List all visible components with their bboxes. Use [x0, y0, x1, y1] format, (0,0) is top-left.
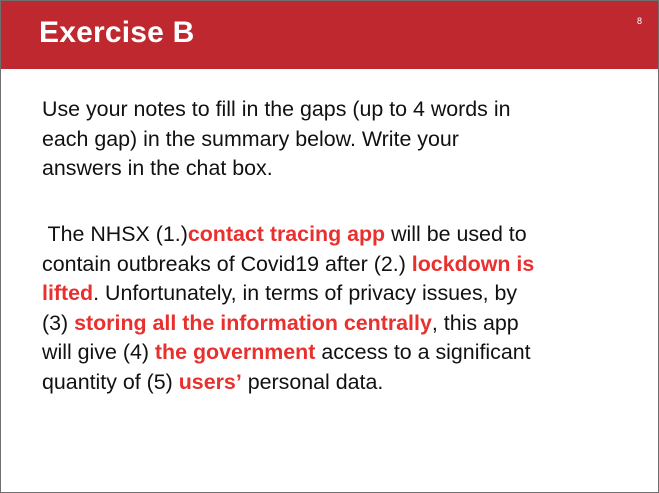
summary-line	[42, 338, 642, 368]
summary-text: , this app	[431, 310, 519, 335]
answer-4: the government	[154, 340, 316, 364]
summary-text: . Unfortunately, in terms of privacy issues, by	[93, 281, 518, 305]
summary-text: access to a significant	[315, 340, 531, 364]
summary-text: will give (4)	[42, 340, 155, 364]
summary-text: The NHSX (1.)	[42, 222, 188, 246]
answer-2-continued: lifted	[42, 281, 94, 305]
summary-text: personal data.	[241, 369, 384, 394]
answer-1: contact tracing app	[187, 222, 386, 246]
summary-text: will be used to	[385, 222, 527, 246]
instructions	[42, 95, 642, 184]
summary-text: (3)	[42, 310, 75, 335]
instruction-line: each gap) in the summary below. Write your	[42, 126, 459, 151]
summary-paragraph	[42, 220, 642, 397]
summary-line	[42, 220, 642, 250]
summary-line	[42, 250, 642, 280]
summary-text: contain outbreaks of Covid19 after (2.)	[42, 251, 412, 276]
instruction-line: answers in the chat box.	[42, 156, 273, 180]
answer-5: users’	[178, 369, 242, 394]
page-number: 8	[636, 16, 642, 26]
title-bar	[1, 1, 658, 69]
summary-text: quantity of (5)	[42, 369, 179, 394]
instruction-line: Use your notes to fill in the gaps (up to 4 words in	[42, 97, 511, 121]
summary-line	[42, 368, 642, 398]
summary-line	[42, 309, 642, 339]
slide-title: Exercise B	[39, 16, 195, 49]
answer-2: lockdown is	[411, 251, 535, 276]
summary-line	[42, 279, 642, 309]
answer-3: storing all the information centrally	[74, 310, 432, 335]
